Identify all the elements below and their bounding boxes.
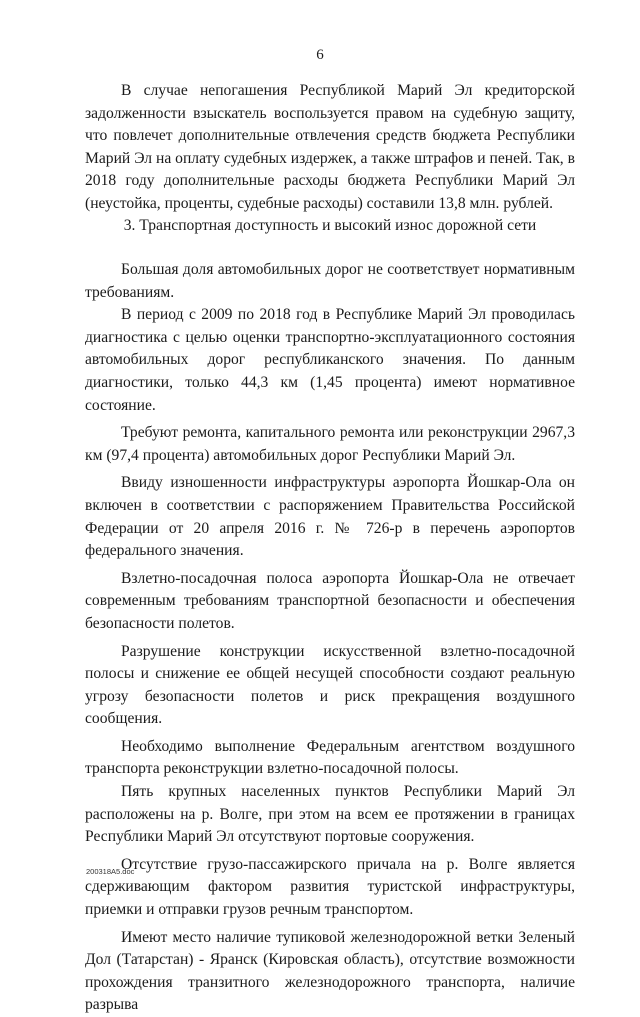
paragraph: Взлетно-посадочная полоса аэропорта Йошкар-Ола не отвечает современным требованиям транспортной безопасности и обеспечения безопасности полетов. <box>85 569 575 632</box>
section-heading: 3. Транспортная доступность и высокий износ дорожной сети <box>123 217 537 234</box>
paragraph: Отсутствие грузо-пассажирского причала на р. Волге является сдерживающим фактором развития туристской инфраструктуры, приемки и отправки грузов речным транспортом. <box>85 855 575 919</box>
paragraph: Разрушение конструкции искусственной взлетно-посадочной полосы и снижение ее общей несущей способности создают реальную угрозу безопасности полетов и риск прекращения воздушного сообщения. <box>85 642 575 728</box>
paragraph: Пять крупных населенных пунктов Республики Марий Эл расположены на р. Волге, при этом на всем ее протяжении в границах Республики Марий Эл отсутствуют портовые сооружения. <box>85 783 575 846</box>
paragraph: Имеют место наличие тупиковой железнодорожной ветки Зеленый Дол (Татарстан) - Яранск (Кировская область), отсутствие возможности прохождения транзитного железнодорожного транспорта, наличие разрыва <box>85 928 575 1014</box>
intro-block <box>85 80 575 216</box>
paragraph: Требуют ремонта, капитального ремонта или реконструкции 2967,3 км (97,4 процента) автомобильных дорог Республики Марий Эл. <box>85 424 575 464</box>
paragraph: В период с 2009 по 2018 год в Республике Марий Эл проводилась диагностика с целью оценки транспортно-эксплуатационного состояния автомобильных дорог республиканского значения. По данным диагностики, только 44,3 км (1,45 процента) имеют нормативное состояние. <box>85 306 575 414</box>
footer-file-code: 200318A5.doc <box>86 867 135 876</box>
body-text <box>85 259 575 1017</box>
page-number: 6 <box>316 47 324 63</box>
paragraph: Необходимо выполнение Федеральным агентством воздушного транспорта реконструкции взлетно-посадочной полосы. <box>85 737 575 778</box>
paragraph: Ввиду изношенности инфраструктуры аэропорта Йошкар-Ола он включен в соответствии с распоряжением Правительства Российской Федерации от 20 апреля 2016 г. № 726-р в перечень аэропортов федерального значения. <box>85 474 575 560</box>
paragraph: Большая доля автомобильных дорог не соответствует нормативным требованиям. <box>85 261 575 301</box>
intro-paragraph: В случае непогашения Республикой Марий Эл кредиторской задолженности взыскатель воспользуется правом на судебную защиту, что повлечет дополнительные отвлечения средств бюджета Республики Марий Эл на оплату судебных издержек, а также штрафов и пеней. Так, в 2018 году дополнительные расходы бюджета Республики Марий Эл (неустойка, проценты, судебные расходы) составили 13,8 млн. рублей. <box>85 82 575 212</box>
